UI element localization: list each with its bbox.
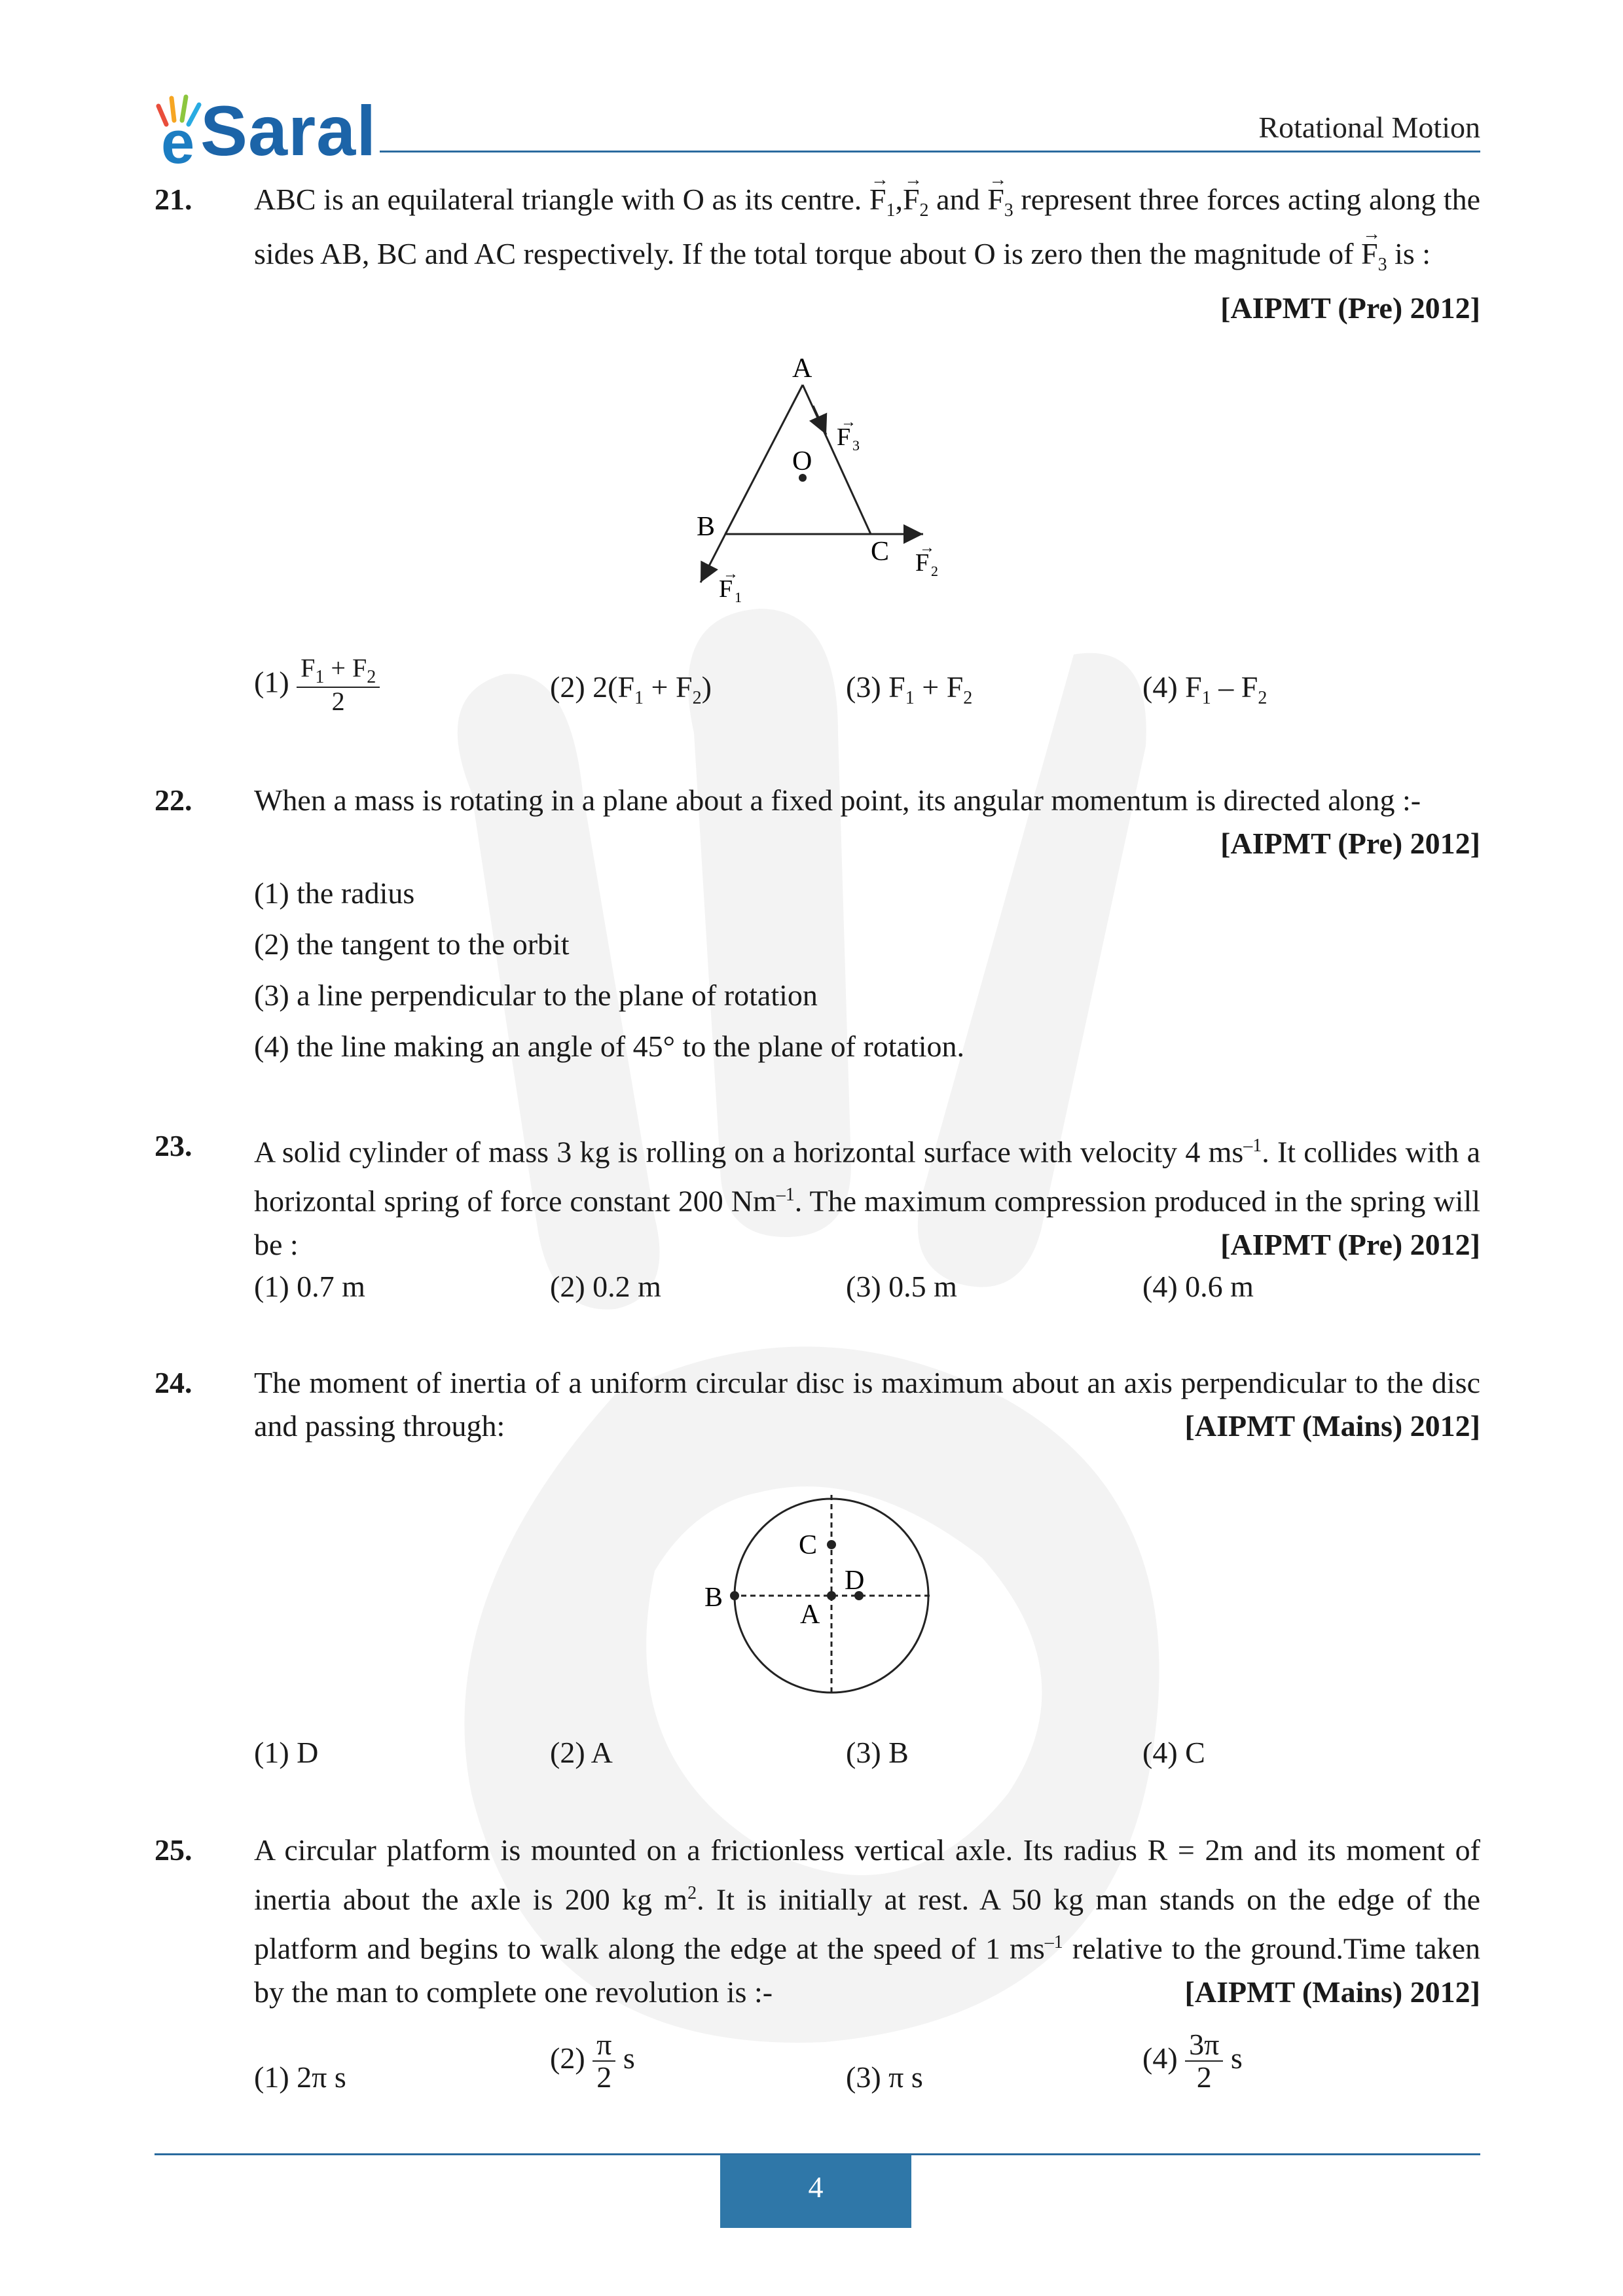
svg-text:A: A	[800, 1600, 820, 1630]
q23-option-1[interactable]: (1) 0.7 m	[254, 1270, 365, 1303]
q22-number: 22.	[155, 783, 192, 817]
logo-e: e	[161, 109, 195, 176]
chapter-title: Rotational Motion	[1258, 111, 1480, 144]
svg-text:1: 1	[735, 589, 742, 605]
q24-tag: [AIPMT (Mains) 2012]	[1184, 1409, 1480, 1443]
q25-text: A circular platform is mounted on a frictionless vertical axle. Its radius R = 2m and its moment of inertia about the axle is 200 kg $m^2$. It is initially at rest. A 50 kg man stands on the edge of the platform and begins to walk along the edge at the speed of 1 $ms^{-1}$ relative to the ground.Time taken by the man to complete one revolution is :- [AIPMT (Mains) 2012]	[254, 1829, 1480, 2014]
q21-option-3[interactable]: (3) $F_1 + F_2$	[846, 670, 973, 709]
q24-disc-diagram	[694, 1486, 943, 1708]
q22-option-3[interactable]: (3) a line perpendicular to the plane of rotation	[254, 978, 818, 1012]
svg-text:D: D	[845, 1566, 865, 1596]
svg-text:→: →	[723, 565, 739, 583]
q22-tag: [AIPMT (Pre) 2012]	[1220, 827, 1480, 860]
q24-option-4[interactable]: (4) C	[1142, 1736, 1205, 1769]
q21-option-2[interactable]: (2) $2(F_1 + F_2)$	[550, 670, 712, 709]
esaral-logo	[155, 91, 390, 176]
svg-text:B: B	[704, 1583, 723, 1613]
q22-option-1[interactable]: (1) the radius	[254, 876, 415, 910]
svg-text:3: 3	[852, 437, 860, 454]
q25-option-1[interactable]: (1) 2π s	[254, 2060, 346, 2094]
q24-option-1[interactable]: (1) D	[254, 1736, 319, 1769]
q21-option-1[interactable]: (1) $\frac{F_1 + F_2}{2}$	[254, 655, 380, 715]
q23-number: 23.	[155, 1129, 192, 1162]
header-divider	[380, 151, 1480, 152]
svg-text:A: A	[792, 353, 812, 384]
q23-tag: [AIPMT (Pre) 2012]	[1220, 1227, 1480, 1261]
q23-option-2[interactable]: (2) 0.2 m	[550, 1270, 661, 1303]
logo-saral-text: Saral	[200, 91, 377, 170]
q23-text: A solid cylinder of mass 3 kg is rolling on a horizontal surface with velocity 4 $ms^{-1}$. It collides with a horizontal spring of force constant 200 $Nm^{-1}$. The maximum compression produced in the spring will be : [AIPMT (Pre) 2012]	[254, 1124, 1480, 1266]
q21-tag: [AIPMT (Pre) 2012]	[1220, 291, 1480, 325]
svg-text:O: O	[792, 446, 812, 476]
q23-option-3[interactable]: (3) 0.5 m	[846, 1270, 957, 1303]
q21-text: ABC is an equilateral triangle with O as its centre. → $F_1,\to F_2$ and → $F_3$ represent three forces acting along the sides AB, BC and AC respectively. If the total torque about O is zero then the magnitude of → $F_3$ is : [AIPMT (Pre) 2012]	[254, 178, 1480, 330]
svg-text:→: →	[841, 414, 856, 431]
q25-option-3[interactable]: (3) π s	[846, 2060, 923, 2094]
q21-number: 21.	[155, 183, 192, 216]
q22-text: When a mass is rotating in a plane about a fixed point, its angular momentum is directed along :- [AIPMT (Pre) 2012]	[254, 779, 1480, 865]
q25-option-4[interactable]: (4) $\frac{3\pi}{2}$ s	[1142, 2028, 1243, 2094]
q22-option-2[interactable]: (2) the tangent to the orbit	[254, 927, 570, 961]
svg-text:C: C	[799, 1530, 818, 1560]
q25-option-2[interactable]: (2) $\frac{\pi}{2}$ s	[550, 2028, 635, 2094]
svg-text:F: F	[915, 549, 930, 577]
q24-number: 24.	[155, 1366, 192, 1399]
q21-triangle-diagram	[674, 353, 976, 615]
q24-option-2[interactable]: (2) A	[550, 1736, 613, 1769]
q24-option-3[interactable]: (3) B	[846, 1736, 909, 1769]
svg-text:F: F	[837, 423, 851, 451]
q25-tag: [AIPMT (Mains) 2012]	[1184, 1975, 1480, 2009]
q23-option-4[interactable]: (4) 0.6 m	[1142, 1270, 1254, 1303]
svg-text:2: 2	[931, 563, 938, 579]
q24-text: The moment of inertia of a uniform circular disc is maximum about an axis perpendicular to the disc and passing through: [AIPMT (Mains) 2012]	[254, 1361, 1480, 1448]
svg-text:→: →	[919, 539, 935, 556]
q22-option-4[interactable]: (4) the line making an angle of 45° to the plane of rotation.	[254, 1030, 965, 1063]
q21-option-4[interactable]: (4) $F_1 - F_2$	[1142, 670, 1267, 709]
svg-text:F: F	[719, 575, 733, 603]
q25-number: 25.	[155, 1833, 192, 1867]
svg-text:B: B	[697, 512, 716, 542]
svg-text:C: C	[871, 537, 890, 567]
page-number: 4	[720, 2155, 911, 2228]
